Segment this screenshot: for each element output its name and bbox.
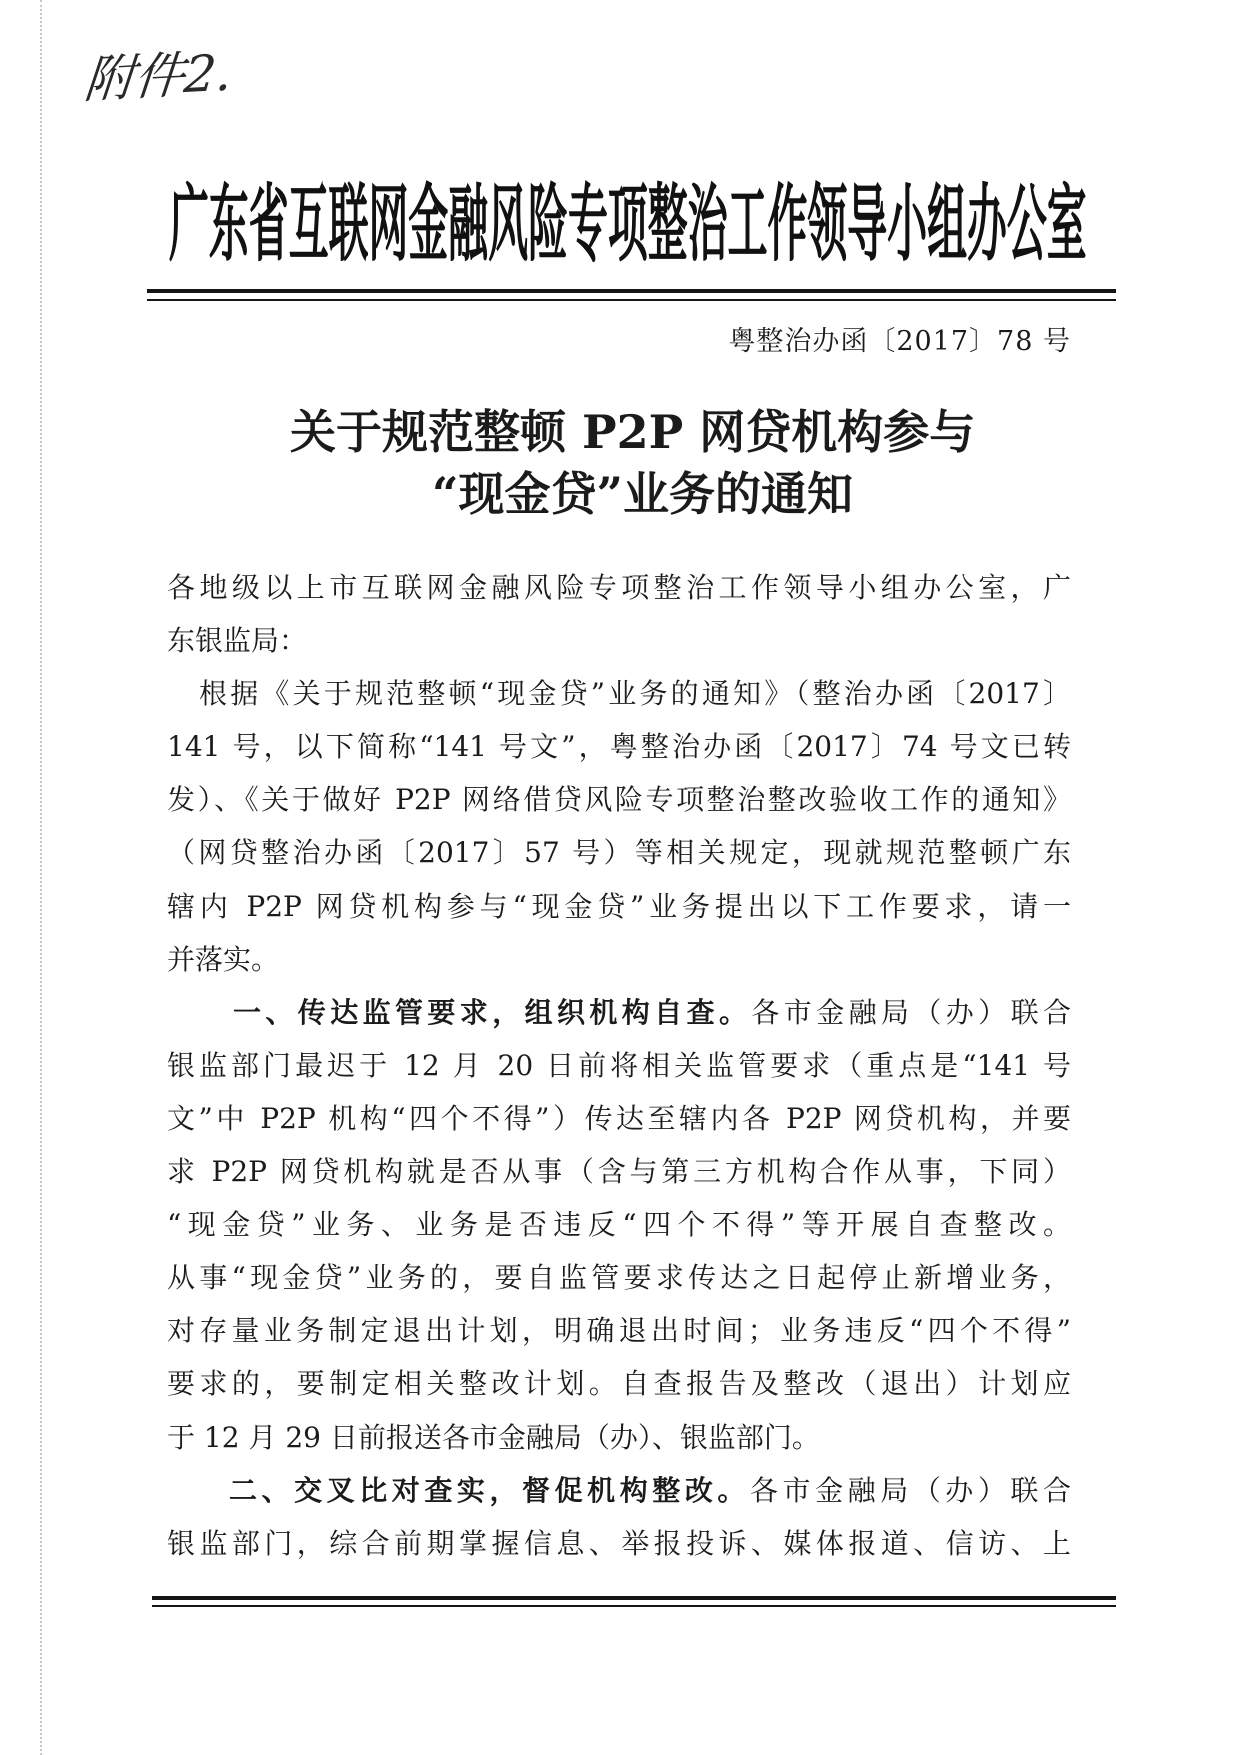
- body-line-text: 根据《关于规范整顿“现金贷”业务的通知》（整治办函〔2017〕: [199, 677, 1071, 711]
- body-line: [167, 880, 1071, 933]
- body-line-text: 于 12 月 29 日前报送各市金融局（办）、银监部门。: [167, 1420, 820, 1454]
- document-body: [167, 561, 1071, 1570]
- body-line: [167, 933, 1071, 986]
- section-heading-1: 一、传达监管要求，组织机构自查。: [233, 995, 752, 1029]
- body-line-text: 各市金融局（办）联合: [749, 1473, 1071, 1507]
- body-line: [167, 1092, 1071, 1145]
- body-line-text: 求 P2P 网贷机构就是否从事（含与第三方机构合作从事，下同）: [167, 1155, 1071, 1189]
- footer-rule-thin: [152, 1605, 1116, 1607]
- body-line: [167, 1039, 1071, 1092]
- body-line-text: 并落实。: [167, 942, 280, 976]
- body-line: [167, 720, 1071, 773]
- body-line-text: 各地级以上市互联网金融风险专项整治工作领导小组办公室，广: [167, 571, 1071, 604]
- body-line: [167, 1198, 1071, 1251]
- body-line-text: “现金贷”业务、业务是否违反“四个不得”等开展自查整改。: [167, 1208, 1071, 1242]
- body-line-text: 141 号，以下简称“141 号文”，粤整治办函〔2017〕74 号文已转: [167, 730, 1071, 764]
- body-line: [167, 1411, 1071, 1464]
- body-line-text: 发）、《关于做好 P2P 网络借贷风险专项整治整改验收工作的通知》: [167, 783, 1071, 817]
- body-line: [167, 1464, 1071, 1517]
- document-number: 粤整治办函〔2017〕78 号: [728, 326, 1071, 357]
- body-line-text: 从事“现金贷”业务的，要自监管要求传达之日起停止新增业务，: [167, 1261, 1071, 1295]
- body-line-text: 银监部门最迟于 12 月 20 日前将相关监管要求（重点是“141 号: [167, 1048, 1071, 1082]
- body-line-text: 要求的，要制定相关整改计划。自查报告及整改（退出）计划应: [167, 1367, 1071, 1401]
- body-line: [167, 1304, 1071, 1357]
- body-line-text: 各市金融局（办）联合: [751, 995, 1071, 1029]
- footer-rule-thick: [152, 1596, 1116, 1600]
- issuer-header: [169, 176, 1094, 272]
- document-title-line-2: “现金贷”业务的通知: [432, 467, 853, 521]
- section-heading-2: 二、交叉比对查实，督促机构整改。: [229, 1473, 750, 1507]
- body-line-text: 银监部门，综合前期掌握信息、举报投诉、媒体报道、信访、上: [167, 1526, 1071, 1560]
- body-line: [167, 986, 1071, 1039]
- header-rule-thin: [147, 299, 1116, 301]
- scan-edge-artifact: [40, 0, 42, 1755]
- issuer-name: 广东省互联网金融风险专项整治工作领导小组办公室: [169, 176, 1087, 272]
- document-title-line-1: 关于规范整顿 P2P 网贷机构参与: [290, 405, 976, 459]
- body-line: [167, 1517, 1071, 1570]
- body-line: [167, 561, 1071, 614]
- body-line-text: （网贷整治办函〔2017〕57 号）等相关规定，现就规范整顿广东: [167, 836, 1071, 870]
- body-line: [167, 1251, 1071, 1304]
- header-rule-thick: [147, 289, 1116, 293]
- body-line: [167, 1145, 1071, 1198]
- body-line-text: 辖内 P2P 网贷机构参与“现金贷”业务提出以下工作要求，请一: [167, 889, 1071, 923]
- body-line: [167, 826, 1071, 879]
- body-line-text: 文”中 P2P 机构“四个不得”）传达至辖内各 P2P 网贷机构，并要: [167, 1101, 1071, 1135]
- body-line: [167, 614, 1071, 667]
- body-line: [167, 1357, 1071, 1410]
- body-line: [167, 773, 1071, 826]
- body-line-text: 东银监局：: [167, 624, 308, 658]
- body-line: [167, 667, 1071, 720]
- body-line-text: 对存量业务制定退出计划，明确退出时间；业务违反“四个不得”: [167, 1314, 1071, 1348]
- handwritten-attachment-note: 附件2.: [81, 43, 235, 110]
